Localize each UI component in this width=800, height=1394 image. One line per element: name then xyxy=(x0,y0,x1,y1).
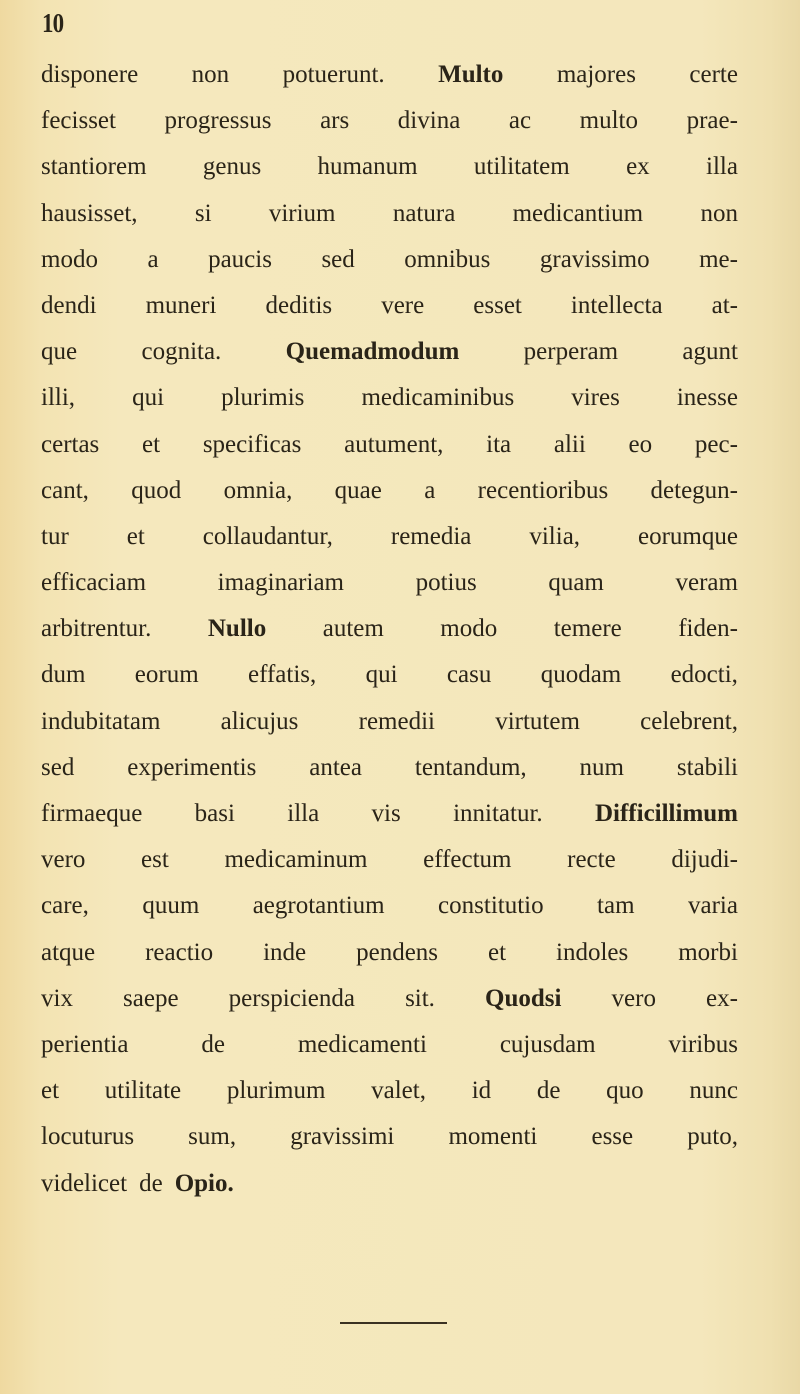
word: quae xyxy=(334,476,382,504)
word: imaginariam xyxy=(217,569,344,597)
word: modo xyxy=(41,245,98,273)
word: alicujus xyxy=(220,707,299,735)
word: sum, xyxy=(188,1123,237,1151)
word: que xyxy=(41,338,78,366)
word: dendi xyxy=(41,291,97,319)
word: viribus xyxy=(668,1030,738,1058)
word: ac xyxy=(508,107,532,135)
word: celebrent, xyxy=(640,707,738,735)
word: morbi xyxy=(678,938,738,966)
word: indubitatam xyxy=(41,707,161,735)
text-line xyxy=(41,1068,738,1114)
word: remedii xyxy=(358,707,435,735)
word: medicaminum xyxy=(224,846,368,874)
word: atque xyxy=(41,938,96,966)
word: antea xyxy=(309,753,362,781)
text-line xyxy=(41,1161,738,1207)
word: vix xyxy=(41,984,73,1012)
word: stantiorem xyxy=(41,153,147,181)
text-line xyxy=(41,745,738,791)
word: basi xyxy=(194,800,235,827)
word: experimentis xyxy=(127,753,257,781)
word: specificas xyxy=(202,430,302,458)
word: ex xyxy=(626,153,650,181)
word: collaudantur, xyxy=(202,522,333,550)
word: recte xyxy=(567,846,616,874)
word: id xyxy=(471,1077,492,1105)
word: autem xyxy=(322,615,384,643)
word: autument, xyxy=(344,430,444,458)
word: varia xyxy=(687,892,738,920)
word: dijudi- xyxy=(671,846,738,874)
word: eorumque xyxy=(638,522,738,550)
word: valet, xyxy=(371,1077,426,1105)
section-divider-rule xyxy=(340,1322,447,1324)
word: genus xyxy=(202,153,262,181)
word: et xyxy=(126,522,145,550)
word: omnia, xyxy=(223,476,293,504)
word: esse xyxy=(591,1123,634,1151)
word: ita xyxy=(486,430,512,458)
word: et xyxy=(41,1077,60,1105)
word: illi, xyxy=(41,384,76,412)
word: momenti xyxy=(448,1123,538,1151)
text-line xyxy=(41,98,738,144)
word: pendens xyxy=(356,938,439,966)
word: vere xyxy=(381,291,425,319)
word: arbitrentur. xyxy=(41,615,152,643)
word: natura xyxy=(392,199,456,227)
word: et xyxy=(488,938,507,966)
word: esset xyxy=(473,291,522,319)
word: inesse xyxy=(676,384,738,412)
word: certe xyxy=(689,61,738,88)
text-line xyxy=(41,837,738,883)
word: perperam xyxy=(523,338,619,366)
word: cant, xyxy=(41,476,89,504)
word: illa xyxy=(706,153,738,181)
word: cognita. xyxy=(141,338,222,366)
word: vilia, xyxy=(529,522,581,550)
text-line xyxy=(41,791,738,837)
word: majores xyxy=(556,61,636,88)
word: gravissimi xyxy=(290,1123,395,1151)
word: eorum xyxy=(134,661,199,689)
text-line xyxy=(41,375,738,421)
text-line xyxy=(41,329,738,375)
word: utilitate xyxy=(104,1077,182,1105)
word: potuerunt. xyxy=(282,61,385,88)
word: et xyxy=(142,430,161,458)
word: stabili xyxy=(676,753,738,781)
word: humanum xyxy=(317,153,418,181)
word: quum xyxy=(142,892,200,920)
word: Quodsi xyxy=(485,984,562,1012)
word: innitatur. xyxy=(453,800,543,827)
word: vires xyxy=(571,384,620,412)
word: divina xyxy=(397,107,461,135)
word: medicantium xyxy=(512,199,644,227)
text-line xyxy=(41,883,738,929)
word: firmaeque xyxy=(41,800,143,827)
text-line xyxy=(41,422,738,468)
text-line xyxy=(41,191,738,237)
word: omnibus xyxy=(404,245,491,273)
word: plurimis xyxy=(221,384,305,412)
word: tur xyxy=(41,522,69,550)
text-line xyxy=(41,976,738,1022)
word: disponere xyxy=(41,61,139,88)
text-line xyxy=(41,1022,738,1068)
word: reactio xyxy=(145,938,214,966)
word: potius xyxy=(415,569,477,597)
page-number: 10 xyxy=(42,8,64,38)
text-line xyxy=(41,52,738,98)
word: medicaminibus xyxy=(361,384,515,412)
text-line xyxy=(41,560,738,606)
word: effectum xyxy=(423,846,512,874)
word: sed xyxy=(321,245,355,273)
word: Quemadmodum xyxy=(285,338,460,366)
word: progressus xyxy=(164,107,272,135)
word: vero xyxy=(41,846,86,874)
word: efficaciam xyxy=(41,569,147,597)
word: virtutem xyxy=(495,707,580,735)
word: remedia xyxy=(390,522,472,550)
word: temere xyxy=(553,615,622,643)
word: certas xyxy=(41,430,100,458)
word: recentioribus xyxy=(477,476,609,504)
word: virium xyxy=(268,199,336,227)
word: ars xyxy=(320,107,350,135)
word: medicamenti xyxy=(297,1030,427,1058)
word: non xyxy=(191,61,230,88)
word: Difficillimum xyxy=(594,800,738,827)
word: aegrotantium xyxy=(252,892,385,920)
word: Opio. xyxy=(174,1169,234,1197)
word: sit. xyxy=(405,984,435,1012)
word: paucis xyxy=(208,245,272,273)
word: multo xyxy=(579,107,638,135)
word: puto, xyxy=(687,1123,738,1151)
text-line xyxy=(41,930,738,976)
word: est xyxy=(141,846,169,874)
word: plurimum xyxy=(226,1077,326,1105)
word: nunc xyxy=(689,1077,738,1105)
text-line xyxy=(41,144,738,190)
word: de xyxy=(536,1077,561,1105)
word: qui xyxy=(132,384,165,412)
word: indoles xyxy=(556,938,629,966)
body-text xyxy=(41,52,738,1207)
word: de xyxy=(201,1030,225,1058)
text-line xyxy=(41,283,738,329)
word: videlicet xyxy=(41,1169,128,1197)
word: fecisset xyxy=(41,107,116,135)
word: hausisset, xyxy=(41,199,138,227)
word: care, xyxy=(41,892,89,920)
word: detegun- xyxy=(650,476,738,504)
text-line xyxy=(41,699,738,745)
word: sed xyxy=(41,753,75,781)
word: alii xyxy=(553,430,586,458)
word: vis xyxy=(371,800,401,827)
word: vero xyxy=(611,984,656,1012)
word: a xyxy=(424,476,436,504)
word: tentandum, xyxy=(414,753,527,781)
word: perspicienda xyxy=(228,984,355,1012)
word: saepe xyxy=(123,984,179,1012)
word: agunt xyxy=(682,338,738,366)
word: eo xyxy=(628,430,653,458)
word: quam xyxy=(548,569,604,597)
word: intellecta xyxy=(570,291,663,319)
text-line xyxy=(41,514,738,560)
word: pec- xyxy=(694,430,738,458)
word: constitutio xyxy=(438,892,544,920)
word: dum xyxy=(41,661,86,689)
word: ex- xyxy=(706,984,738,1012)
word: at- xyxy=(711,291,738,319)
text-line xyxy=(41,237,738,283)
word: fiden- xyxy=(678,615,738,643)
text-line xyxy=(41,652,738,698)
word: effatis, xyxy=(248,661,317,689)
word: si xyxy=(194,199,212,227)
word: Multo xyxy=(438,61,504,88)
word: perientia xyxy=(41,1030,129,1058)
word: Nullo xyxy=(207,615,267,643)
word: edocti, xyxy=(670,661,738,689)
word: de xyxy=(139,1169,163,1197)
word: casu xyxy=(446,661,492,689)
word: muneri xyxy=(145,291,217,319)
word: qui xyxy=(365,661,398,689)
word: quo xyxy=(606,1077,644,1105)
word: deditis xyxy=(265,291,333,319)
word: quodam xyxy=(540,661,622,689)
text-line xyxy=(41,606,738,652)
word: inde xyxy=(263,938,307,966)
word: me- xyxy=(699,245,738,273)
word: quod xyxy=(131,476,182,504)
word: non xyxy=(700,199,738,227)
text-line xyxy=(41,468,738,514)
word: utilitatem xyxy=(473,153,570,181)
word: num xyxy=(579,753,624,781)
word: locuturus xyxy=(41,1123,135,1151)
word: illa xyxy=(287,800,320,827)
word: gravissimo xyxy=(539,245,650,273)
word: prae- xyxy=(686,107,738,135)
word: tam xyxy=(597,892,635,920)
word: a xyxy=(147,245,159,273)
text-line xyxy=(41,1114,738,1160)
word: veram xyxy=(675,569,738,597)
word: modo xyxy=(440,615,498,643)
word: cujusdam xyxy=(499,1030,596,1058)
